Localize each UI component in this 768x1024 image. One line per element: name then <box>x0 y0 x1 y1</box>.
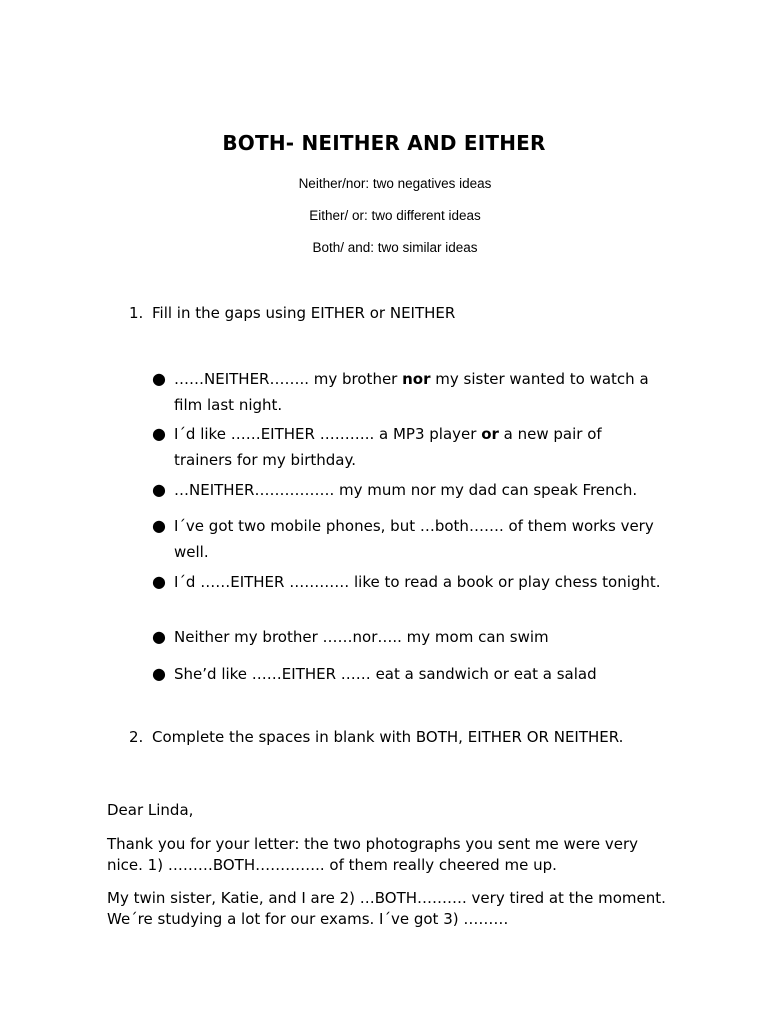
bullet-icon: ● <box>152 369 166 388</box>
exercise-item <box>152 569 662 595</box>
letter-paragraph-2: My twin sister, Katie, and I are 2) …BOTH………. very tired at the moment. We´re studying a lot for our exams. I´ve got 3) ……… <box>107 889 666 928</box>
exercise-item <box>152 513 662 565</box>
exercise-item <box>152 624 662 650</box>
exercise-item <box>152 366 662 418</box>
section-instruction: Complete the spaces in blank with BOTH, EITHER OR NEITHER. <box>152 728 624 746</box>
exercise-text: She’d like ……EITHER …… eat a sandwich or eat a salad <box>174 665 597 683</box>
exercise-text: I´ve got two mobile phones, but …both……. of them works very well. <box>174 517 654 561</box>
exercise-text: Neither my brother ……nor….. my mom can swim <box>174 628 549 646</box>
exercise-item <box>152 477 662 503</box>
bullet-icon: ● <box>152 516 166 535</box>
section-1-heading <box>129 304 455 322</box>
letter-paragraph-1: Thank you for your letter: the two photographs you sent me were very nice. 1) ………BOTH………….. of them really cheered me up. <box>107 835 639 874</box>
definition-neither: Neither/nor: two negatives ideas <box>298 176 492 191</box>
bullet-icon: ● <box>152 572 166 591</box>
section-number: 1. <box>129 304 144 322</box>
exercise-item <box>152 661 662 687</box>
exercise-item <box>152 421 662 473</box>
letter-greeting: Dear Linda, <box>107 801 194 819</box>
bullet-icon: ● <box>152 664 166 683</box>
exercise-text: I´d ……EITHER ………… like to read a book or play chess tonight. <box>174 573 661 591</box>
bullet-icon: ● <box>152 424 166 443</box>
bullet-icon: ● <box>152 627 166 646</box>
exercise-text: …NEITHER……………. my mum nor my dad can speak French. <box>174 481 638 499</box>
section-instruction: Fill in the gaps using EITHER or NEITHER <box>152 304 456 322</box>
exercise-text: I´d like ……EITHER ……….. a MP3 player or a new pair of trainers for my birthday. <box>174 425 602 469</box>
page-title: BOTH- NEITHER AND EITHER <box>222 131 546 155</box>
section-2-heading <box>129 728 623 746</box>
section-number: 2. <box>129 728 144 746</box>
bullet-icon: ● <box>152 480 166 499</box>
definition-either: Either/ or: two different ideas <box>309 208 481 223</box>
exercise-text: ……NEITHER…….. my brother nor my sister wanted to watch a film last night. <box>174 370 649 414</box>
definition-both: Both/ and: two similar ideas <box>312 240 478 255</box>
